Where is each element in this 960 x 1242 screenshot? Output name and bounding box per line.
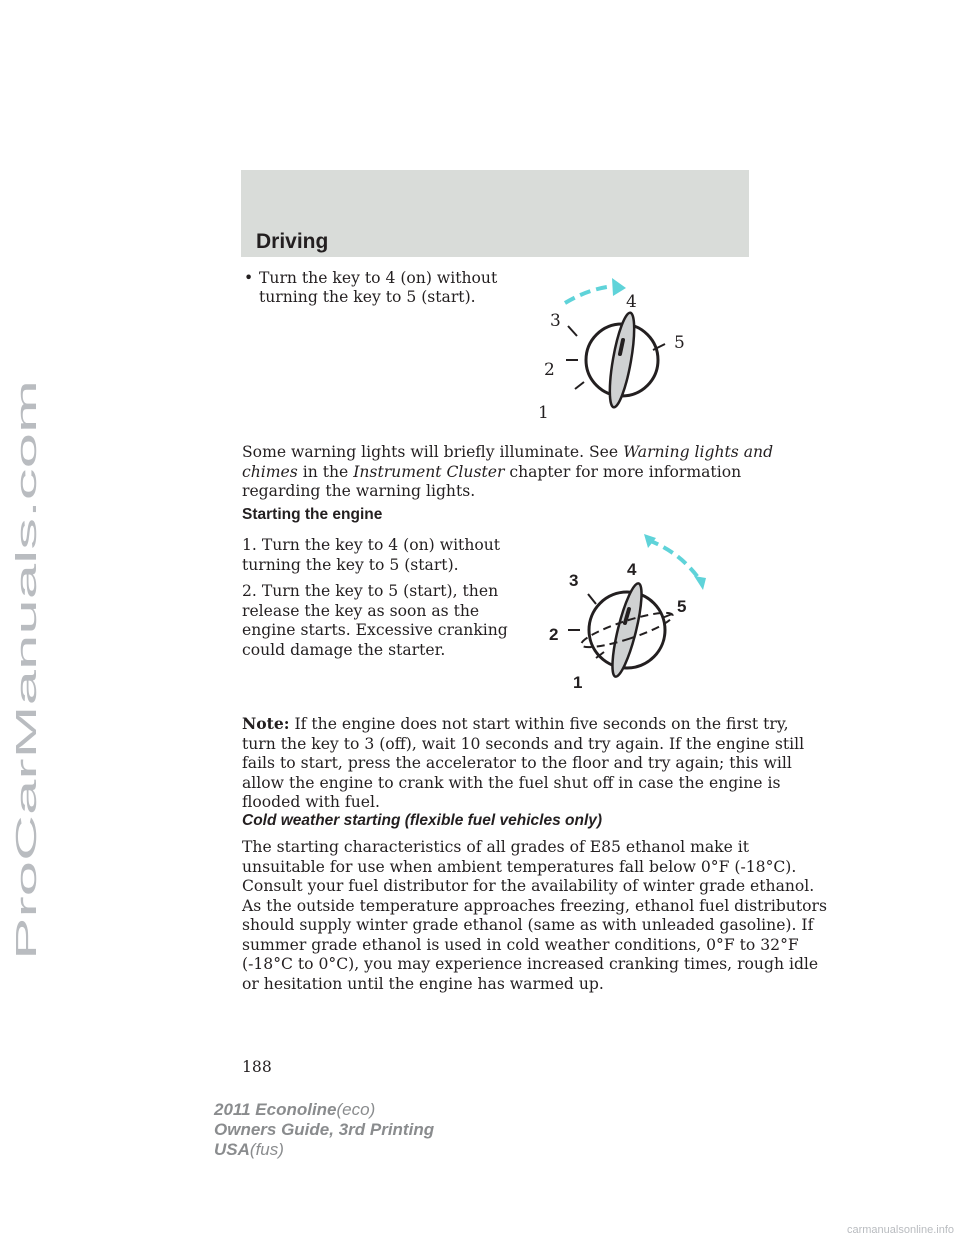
note-line-2: turn the key to 3 (off), wait 10 seconds and try again. If the engine still	[242, 734, 805, 753]
footer-model-name: 2011 Econoline	[214, 1100, 337, 1119]
step-1-line-2: turning the key to 5 (start).	[242, 555, 459, 574]
cross-reference-warning-lights: Warning lights and	[623, 443, 774, 461]
step-1-line-1: 1. Turn the key to 4 (on) without	[242, 536, 501, 554]
cold-line-1: The starting characteristics of all grades of E85 ethanol make it	[242, 838, 750, 856]
note-line-1: If the engine does not start within five seconds on the first try,	[289, 715, 789, 733]
warning-lights-paragraph	[242, 443, 773, 502]
footer-market-code: (fus)	[249, 1140, 284, 1159]
step-2-line-1: 2. Turn the key to 5 (start), then	[242, 582, 499, 600]
note-paragraph	[242, 714, 804, 813]
position-label-3: 3	[569, 571, 579, 590]
cold-line-4: As the outside temperature approaches freezing, ethanol fuel distributors	[242, 896, 827, 915]
paragraph-text: regarding the warning lights.	[242, 482, 476, 500]
cold-line-7: (-18°C to 0°C), you may experience increased cranking times, rough idle	[242, 955, 819, 973]
footer-market	[214, 1140, 284, 1160]
step-2	[242, 582, 508, 660]
ignition-switch-diagram-on	[520, 268, 730, 440]
footer-model-code: (eco)	[336, 1100, 376, 1119]
paragraph-text: chapter for more information	[504, 462, 742, 481]
step-1	[242, 536, 500, 575]
rotation-arrowhead-end-icon	[694, 576, 706, 590]
position-label-2: 2	[544, 360, 555, 380]
footer-guide-title: Owners Guide, 3rd Printing	[214, 1120, 435, 1139]
bullet-line-1: Turn the key to 4 (on) without	[259, 269, 498, 287]
step-2-line-2: release the key as soon as the	[242, 601, 480, 620]
step-2-line-3: engine starts. Excessive cranking	[242, 621, 508, 639]
footer-market-name: USA	[214, 1140, 250, 1159]
rotation-arrow-path	[648, 540, 700, 580]
cold-weather-paragraph	[242, 838, 827, 994]
position-label-1: 1	[573, 673, 583, 692]
footer-guide	[214, 1120, 434, 1140]
bullet-line-2: turning the key to 5 (start).	[259, 288, 476, 306]
position-label-3: 3	[550, 311, 561, 331]
rotation-arrowhead-icon	[612, 278, 626, 296]
bullet-dot-icon: •	[244, 269, 254, 287]
position-label-5: 5	[677, 597, 687, 616]
cross-reference-chimes: chimes	[242, 462, 298, 481]
side-watermark-text: ProCarManuals.com	[11, 695, 43, 960]
note-line-5: flooded with fuel.	[242, 793, 380, 811]
note-label: Note:	[242, 714, 290, 733]
paragraph-text: in the	[297, 462, 354, 481]
position-label-4: 4	[626, 292, 637, 312]
bottom-watermark: carmanualsonline.info	[846, 1224, 954, 1236]
rotation-arrow-path	[565, 286, 615, 303]
cold-line-5: should supply winter grade ethanol (same as with unleaded gasoline). If	[242, 916, 814, 934]
page-number: 188	[242, 1058, 272, 1076]
position-label-2: 2	[549, 625, 559, 644]
position-label-1: 1	[538, 403, 549, 423]
position-tick-3	[568, 326, 577, 336]
cold-line-2: unsuitable for use when ambient temperatures fall below 0°F (-18°C).	[242, 857, 797, 876]
section-title: Driving	[256, 230, 329, 253]
cold-weather-heading: Cold weather starting (flexible fuel vehicles only)	[242, 812, 603, 829]
note-line-3: fails to start, press the accelerator to the floor and try again; this will	[242, 754, 792, 772]
bullet-item	[244, 269, 498, 307]
step-2-line-4: could damage the starter.	[242, 640, 446, 659]
position-tick-1	[575, 382, 584, 389]
note-line-4: allow the engine to crank with the fuel shut off in case the engine is	[242, 773, 781, 792]
position-label-5: 5	[674, 333, 685, 353]
cross-reference-instrument-cluster: Instrument Cluster	[353, 462, 505, 481]
cold-line-8: or hesitation until the engine has warmed up.	[242, 974, 604, 993]
ignition-switch-diagram-start	[530, 530, 740, 700]
paragraph-text: Some warning lights will briefly illuminate. See	[242, 443, 624, 461]
footer-model	[214, 1100, 375, 1120]
position-tick-3	[588, 594, 596, 604]
position-label-4: 4	[627, 560, 637, 579]
side-watermark	[2, 370, 46, 970]
cold-line-6: summer grade ethanol is used in cold weather conditions, 0°F to 32°F	[242, 935, 799, 954]
cold-line-3: Consult your fuel distributor for the availability of winter grade ethanol.	[242, 877, 815, 895]
starting-engine-heading: Starting the engine	[242, 506, 383, 523]
